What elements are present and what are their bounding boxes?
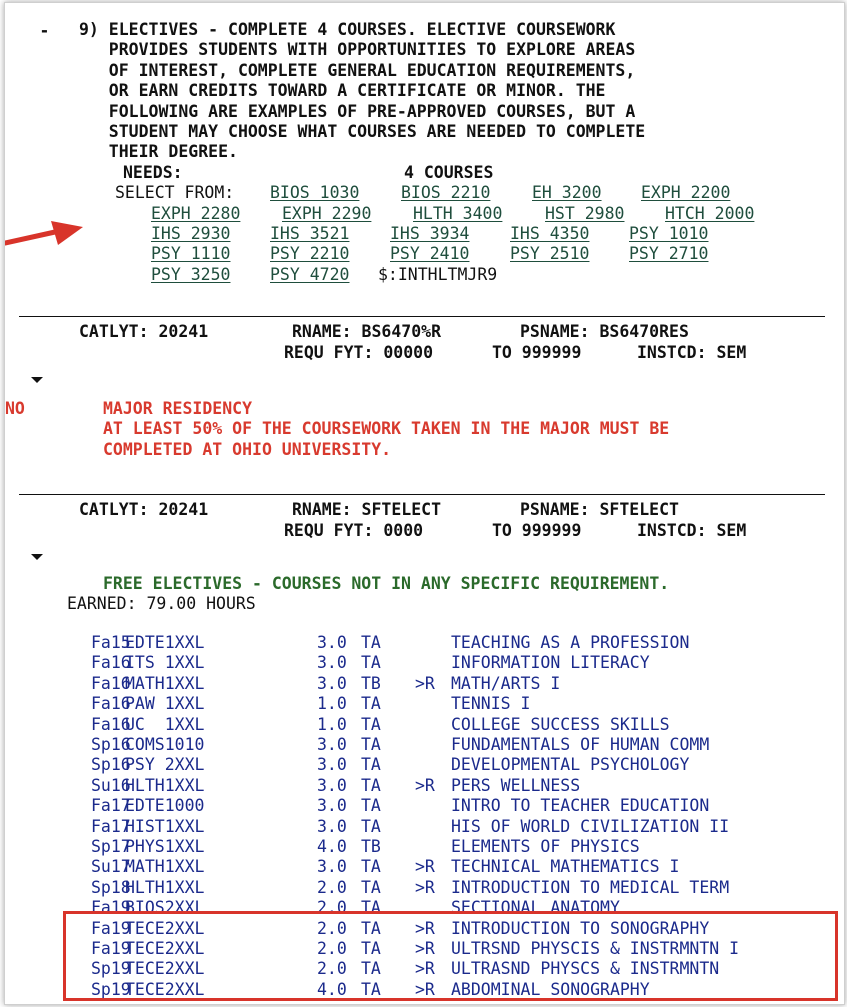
heading-line: THEIR DEGREE. xyxy=(79,142,238,162)
course-hours: 2.0 xyxy=(317,898,347,918)
course-term: Fa16 xyxy=(91,694,131,714)
course-link[interactable]: HTCH 2000 xyxy=(665,203,755,223)
course-grade: TA xyxy=(361,755,381,775)
course-hours: 3.0 xyxy=(317,857,347,877)
course-hours: 3.0 xyxy=(317,816,347,836)
course-code: TECE2XXL xyxy=(125,918,205,938)
heading-line: OR EARN CREDITS TOWARD A CERTIFICATE OR MINOR. THE xyxy=(79,81,606,101)
red-highlight-box xyxy=(63,911,838,1001)
course-link[interactable]: PSY 1110 xyxy=(151,244,231,264)
residency-title: MAJOR RESIDENCY xyxy=(103,399,253,418)
to-label: TO 999999 xyxy=(492,343,582,362)
course-grade: TA xyxy=(361,898,381,918)
course-hours: 3.0 xyxy=(317,673,347,693)
course-flag: >R xyxy=(415,857,435,877)
instcd-label: INSTCD: SEM xyxy=(637,521,747,540)
course-link[interactable]: PSY 2210 xyxy=(270,244,350,264)
course-grade: TA xyxy=(361,939,381,958)
course-title: PERS WELLNESS xyxy=(451,775,581,795)
course-term: Sp16 xyxy=(91,755,131,775)
course-term: Fa19 xyxy=(91,898,131,918)
course-code: MATH1XXL xyxy=(125,673,205,693)
course-code: PSY 2XXL xyxy=(125,755,205,775)
course-flag: >R xyxy=(415,918,435,938)
instcd-label: INSTCD: SEM xyxy=(637,343,747,362)
course-title: ULTRASND PHYSCS & INSTRMNTN xyxy=(451,959,720,979)
course-hours: 2.0 xyxy=(317,918,347,938)
course-grade: TA xyxy=(361,959,381,979)
course-hours: 2.0 xyxy=(317,877,347,897)
course-code: COMS1010 xyxy=(125,735,205,754)
course-code: EDTE1000 xyxy=(125,796,205,816)
course-code: MATH1XXL xyxy=(125,857,205,877)
course-grade: TA xyxy=(361,633,381,652)
course-flag: >R xyxy=(415,959,435,979)
course-grade: TA xyxy=(361,857,381,877)
course-term: Fa16 xyxy=(91,714,131,734)
residency-status: NO xyxy=(5,399,25,418)
course-title: SECTIONAL ANATOMY xyxy=(451,898,620,918)
expand-triangle-icon[interactable] xyxy=(31,377,43,383)
course-hours: 2.0 xyxy=(317,939,347,958)
course-title: HIS OF WORLD CIVILIZATION II xyxy=(451,816,730,836)
needs-label: NEEDS: xyxy=(123,162,183,182)
course-title: INTRODUCTION TO MEDICAL TERM xyxy=(451,877,730,897)
course-term: Fa15 xyxy=(91,633,131,652)
residency-text: AT LEAST 50% OF THE COURSEWORK TAKEN IN THE MAJOR MUST BE xyxy=(103,419,670,439)
course-title: ABDOMINAL SONOGRAPHY xyxy=(451,979,650,999)
catlyt-label: CATLYT: 20241 xyxy=(79,500,209,519)
course-code: TECE2XXL xyxy=(125,939,205,958)
course-title: MATH/ARTS I xyxy=(451,673,561,693)
course-grade: TB xyxy=(361,837,381,856)
course-hours: 4.0 xyxy=(317,979,347,999)
course-grade: TA xyxy=(361,796,381,816)
course-flag: >R xyxy=(415,775,435,795)
course-title: ELEMENTS OF PHYSICS xyxy=(451,837,640,856)
course-title: FUNDAMENTALS OF HUMAN COMM xyxy=(451,735,710,754)
course-term: Fa17 xyxy=(91,816,131,836)
course-title: INFORMATION LITERACY xyxy=(451,653,650,673)
requ-fyt-label: REQU FYT: 0000 xyxy=(284,521,424,540)
course-link[interactable]: BIOS 1030 xyxy=(270,183,360,203)
course-term: Su17 xyxy=(91,857,131,877)
course-flag: >R xyxy=(415,979,435,999)
course-link[interactable]: IHS 2930 xyxy=(151,224,231,243)
course-link[interactable]: PSY 1010 xyxy=(629,224,709,243)
course-term: Sp17 xyxy=(91,837,131,856)
course-code: HIST1XXL xyxy=(125,816,205,836)
free-electives-title: FREE ELECTIVES - COURSES NOT IN ANY SPECIFIC REQUIREMENT. xyxy=(103,574,670,593)
course-term: Sp16 xyxy=(91,735,131,754)
course-hours: 3.0 xyxy=(317,633,347,652)
expand-triangle-icon[interactable] xyxy=(31,554,43,560)
course-code: HLTH1XXL xyxy=(125,877,205,897)
course-code: ITS 1XXL xyxy=(125,653,205,673)
course-flag: >R xyxy=(415,877,435,897)
collapse-dash-icon[interactable]: - xyxy=(41,21,48,40)
course-title: TECHNICAL MATHEMATICS I xyxy=(451,857,680,877)
course-flag: >R xyxy=(415,673,435,693)
course-link[interactable]: PSY 3250 xyxy=(151,264,231,284)
course-code: BIOS2XXL xyxy=(125,898,205,918)
course-code: TECE2XXL xyxy=(125,959,205,979)
course-hours: 3.0 xyxy=(317,735,347,754)
course-flag: >R xyxy=(415,939,435,958)
course-grade: TA xyxy=(361,694,381,714)
course-code: PHYS1XXL xyxy=(125,837,205,856)
course-link[interactable]: IHS 3934 xyxy=(390,224,470,243)
course-term: Fa16 xyxy=(91,653,131,673)
course-link[interactable]: PSY 2710 xyxy=(629,244,709,264)
course-hours: 2.0 xyxy=(317,959,347,979)
requirement-code: $:INTHLTMJR9 xyxy=(378,264,498,284)
heading-line: OF INTEREST, COMPLETE GENERAL EDUCATION REQUIREMENTS, xyxy=(79,60,636,80)
course-code: UC 1XXL xyxy=(125,714,205,734)
course-term: Sp19 xyxy=(91,959,131,979)
course-code: TECE2XXL xyxy=(125,979,205,999)
course-title: TEACHING AS A PROFESSION xyxy=(451,633,690,652)
course-hours: 3.0 xyxy=(317,653,347,673)
catlyt-label: CATLYT: 20241 xyxy=(79,322,209,341)
course-link[interactable]: IHS 4350 xyxy=(510,224,590,243)
course-grade: TA xyxy=(361,714,381,734)
course-title: INTRODUCTION TO SONOGRAPHY xyxy=(451,918,710,938)
section-divider xyxy=(19,316,825,317)
heading-line: STUDENT MAY CHOOSE WHAT COURSES ARE NEEDED TO COMPLETE xyxy=(79,122,646,141)
course-code: PAW 1XXL xyxy=(125,694,205,714)
course-term: Fa16 xyxy=(91,673,131,693)
needs-value: 4 COURSES xyxy=(404,162,494,182)
course-code: HLTH1XXL xyxy=(125,775,205,795)
course-hours: 1.0 xyxy=(317,694,347,714)
course-title: ULTRSND PHYSCIS & INSTRMNTN I xyxy=(451,939,740,958)
heading-line: PROVIDES STUDENTS WITH OPPORTUNITIES TO EXPLORE AREAS xyxy=(79,40,636,60)
heading-line: FOLLOWING ARE EXAMPLES OF PRE-APPROVED COURSES, BUT A xyxy=(79,101,636,121)
course-grade: TA xyxy=(361,979,381,999)
course-hours: 4.0 xyxy=(317,837,347,856)
course-grade: TA xyxy=(361,918,381,938)
course-title: COLLEGE SUCCESS SKILLS xyxy=(451,714,670,734)
course-hours: 1.0 xyxy=(317,714,347,734)
course-link[interactable]: EXPH 2290 xyxy=(282,203,372,223)
course-hours: 3.0 xyxy=(317,775,347,795)
course-term: Sp19 xyxy=(91,979,131,999)
course-link[interactable]: IHS 3521 xyxy=(270,224,350,243)
course-title: DEVELOPMENTAL PSYCHOLOGY xyxy=(451,755,690,775)
course-hours: 3.0 xyxy=(317,796,347,816)
psname-label: PSNAME: BS6470RES xyxy=(520,322,689,341)
course-title: TENNIS I xyxy=(451,694,531,714)
rname-label: RNAME: BS6470%R xyxy=(292,322,442,341)
course-link[interactable]: HST 2980 xyxy=(545,203,625,223)
course-term: Fa19 xyxy=(91,918,131,938)
course-term: Su16 xyxy=(91,775,131,795)
select-from-label: SELECT FROM: xyxy=(115,183,235,203)
course-term: Sp18 xyxy=(91,877,131,897)
heading-line: 9) ELECTIVES - COMPLETE 4 COURSES. ELECTIVE COURSEWORK xyxy=(79,20,616,39)
course-link[interactable]: HLTH 3400 xyxy=(413,203,503,223)
course-link[interactable]: PSY 2410 xyxy=(390,244,470,264)
course-link[interactable]: PSY 2510 xyxy=(510,244,590,264)
section-divider xyxy=(19,494,825,495)
course-grade: TA xyxy=(361,735,381,754)
course-grade: TA xyxy=(361,877,381,897)
red-arrow-icon xyxy=(5,216,85,250)
course-link[interactable]: EXPH 2200 xyxy=(641,183,731,203)
course-hours: 3.0 xyxy=(317,755,347,775)
course-grade: TA xyxy=(361,816,381,836)
course-link[interactable]: EH 3200 xyxy=(532,183,602,203)
course-link[interactable]: BIOS 2210 xyxy=(401,183,491,203)
course-link[interactable]: EXPH 2280 xyxy=(151,203,241,223)
earned-hours: EARNED: 79.00 HOURS xyxy=(67,594,256,614)
course-term: Fa19 xyxy=(91,939,131,958)
course-grade: TA xyxy=(361,775,381,795)
course-term: Fa17 xyxy=(91,796,131,816)
course-grade: TA xyxy=(361,653,381,673)
course-title: INTRO TO TEACHER EDUCATION xyxy=(451,796,710,816)
requ-fyt-label: REQU FYT: 00000 xyxy=(284,343,434,362)
to-label: TO 999999 xyxy=(492,521,582,540)
residency-text: COMPLETED AT OHIO UNIVERSITY. xyxy=(103,439,392,459)
degree-audit-panel xyxy=(4,2,845,1005)
course-grade: TB xyxy=(361,673,381,693)
course-code: EDTE1XXL xyxy=(125,633,205,652)
course-link[interactable]: PSY 4720 xyxy=(270,264,350,284)
psname-label: PSNAME: SFTELECT xyxy=(520,500,679,519)
rname-label: RNAME: SFTELECT xyxy=(292,500,442,519)
